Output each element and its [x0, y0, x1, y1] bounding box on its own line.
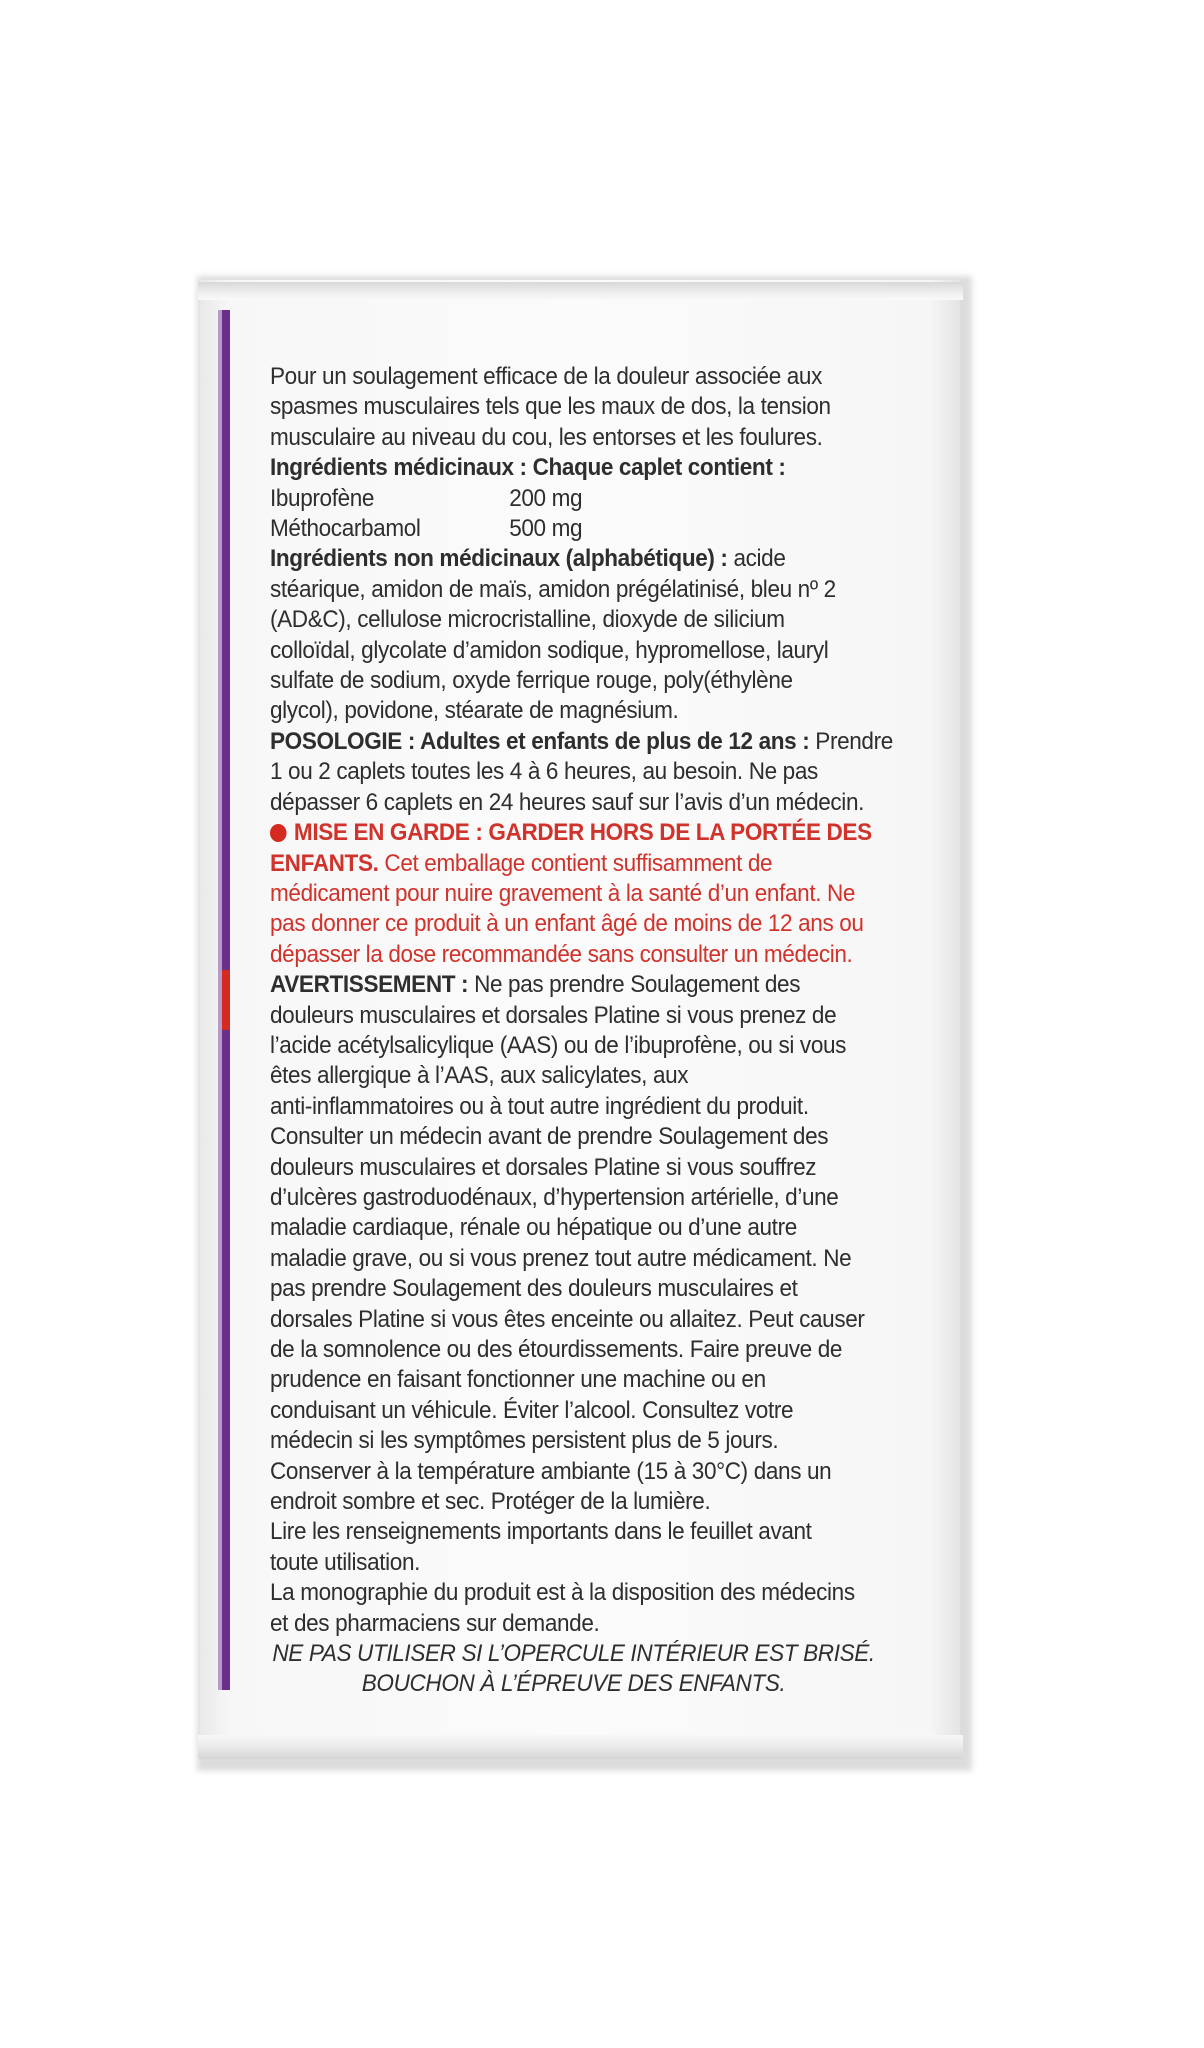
posology-first-line: [270, 727, 893, 757]
avertissement-line: d’ulcères gastroduodénaux, d’hypertension artérielle, d’une: [270, 1183, 839, 1211]
storage-line: endroit sombre et sec. Protéger de la lumière.: [270, 1488, 711, 1516]
avertissement-line: médecin si les symptômes persistent plus de 5 jours.: [270, 1427, 779, 1455]
avertissement-line: anti-inflammatoires ou à tout autre ingrédient du produit.: [270, 1092, 809, 1120]
nonmedicinal-line: glycol), povidone, stéarate de magnésium.: [270, 697, 679, 725]
posology-first: Prendre: [809, 727, 893, 755]
intro-line: Pour un soulagement efficace de la douleur associée aux: [270, 363, 822, 390]
avertissement-line: Consulter un médecin avant de prendre Soulagement des: [270, 1123, 829, 1151]
warning-first: Cet emballage contient suffisamment de: [378, 849, 773, 877]
avertissement-line: maladie cardiaque, rénale ou hépatique ou d’une autre: [270, 1214, 797, 1242]
warning-heading: MISE EN GARDE : GARDER HORS DE LA PORTÉE DES: [293, 819, 872, 847]
nonmedicinal-first: acide: [727, 545, 786, 573]
avertissement-line: douleurs musculaires et dorsales Platine si vous souffrez: [270, 1153, 817, 1181]
purple-stripe-bottom: [222, 1030, 230, 1690]
nonmedicinal-heading: Ingrédients non médicinaux (alphabétique) :: [270, 545, 728, 573]
nonmedicinal-line: colloïdal, glycolate d’amidon sodique, hypromellose, lauryl: [270, 636, 829, 664]
warning-line: dépasser la dose recommandée sans consulter un médecin.: [270, 940, 853, 968]
ingredient-amount: 500 mg: [509, 515, 583, 543]
posology-line: 1 ou 2 caplets toutes les 4 à 6 heures, au besoin. Ne pas: [270, 758, 818, 786]
nonmedicinal-line: (AD&C), cellulose microcristalline, dioxyde de silicium: [270, 606, 785, 634]
ingredient-row: [270, 514, 877, 544]
box-bottom-edge: [198, 1735, 963, 1759]
leaflet-line: Lire les renseignements importants dans le feuillet avant: [270, 1518, 812, 1546]
avertissement-line: l’acide acétylsalicylique (AAS) ou de l’ibuprofène, ou si vous: [270, 1031, 847, 1059]
nonmedicinal-line: sulfate de sodium, oxyde ferrique rouge, poly(éthylène: [270, 667, 793, 695]
avertissement-first: Ne pas prendre Soulagement des: [468, 971, 801, 999]
red-stripe: [222, 970, 230, 1030]
ingredient-name: Méthocarbamol: [270, 515, 421, 543]
avertissement-heading: AVERTISSEMENT :: [270, 971, 469, 999]
nonmedicinal-line: stéarique, amidon de maïs, amidon prégélatinisé, bleu nº 2: [270, 575, 836, 603]
footer-childproof-cap: BOUCHON À L’ÉPREUVE DES ENFANTS.: [361, 1670, 786, 1698]
ingredient-amount: 200 mg: [509, 484, 583, 512]
warning-second-line: [270, 849, 877, 879]
ingredient-row: [270, 484, 877, 514]
ingredient-name: Ibuprofène: [270, 484, 375, 512]
intro-line: musculaire au niveau du cou, les entorses et les foulures.: [270, 423, 823, 451]
warning-dot-icon: [270, 824, 287, 842]
purple-stripe-top: [222, 310, 230, 970]
footer-seal-warning: NE PAS UTILISER SI L’OPERCULE INTÉRIEUR EST BRISÉ.: [272, 1640, 875, 1668]
nonmedicinal-ingredients-first-line: [270, 544, 877, 574]
monograph-line: et des pharmaciens sur demande.: [270, 1609, 600, 1637]
posology-line: dépasser 6 caplets en 24 heures sauf sur l’avis d’un médecin.: [270, 788, 865, 816]
leaflet-line: toute utilisation.: [270, 1548, 421, 1576]
avertissement-line: dorsales Platine si vous êtes enceinte ou allaitez. Peut causer: [270, 1305, 865, 1333]
warning-line: médicament pour nuire gravement à la santé d’un enfant. Ne: [270, 879, 856, 907]
avertissement-line: conduisant un véhicule. Éviter l’alcool. Consultez votre: [270, 1396, 794, 1424]
warning-heading-2: ENFANTS.: [270, 849, 379, 877]
avertissement-line: maladie grave, ou si vous prenez tout autre médicament. Ne: [270, 1244, 852, 1272]
warning-line: pas donner ce produit à un enfant âgé de moins de 12 ans ou: [270, 910, 864, 938]
avertissement-first-line: [270, 970, 877, 1000]
avertissement-line: êtes allergique à l’AAS, aux salicylates, aux: [270, 1062, 689, 1090]
medicinal-ingredients-heading: Ingrédients médicinaux : Chaque caplet contient :: [270, 454, 786, 482]
posology-heading: POSOLOGIE : Adultes et enfants de plus de 12 ans :: [270, 727, 810, 755]
avertissement-line: prudence en faisant fonctionner une machine ou en: [270, 1366, 766, 1394]
storage-line: Conserver à la température ambiante (15 à 30°C) dans un: [270, 1457, 832, 1485]
box-top-edge: [198, 282, 963, 300]
warning-heading-line: [270, 818, 877, 848]
label-text: [270, 362, 893, 1700]
avertissement-line: de la somnolence ou des étourdissements. Faire preuve de: [270, 1336, 843, 1363]
intro-line: spasmes musculaires tels que les maux de dos, la tension: [270, 393, 831, 421]
avertissement-line: douleurs musculaires et dorsales Platine si vous prenez de: [270, 1001, 837, 1029]
avertissement-line: pas prendre Soulagement des douleurs musculaires et: [270, 1275, 798, 1303]
monograph-line: La monographie du produit est à la disposition des médecins: [270, 1579, 855, 1607]
